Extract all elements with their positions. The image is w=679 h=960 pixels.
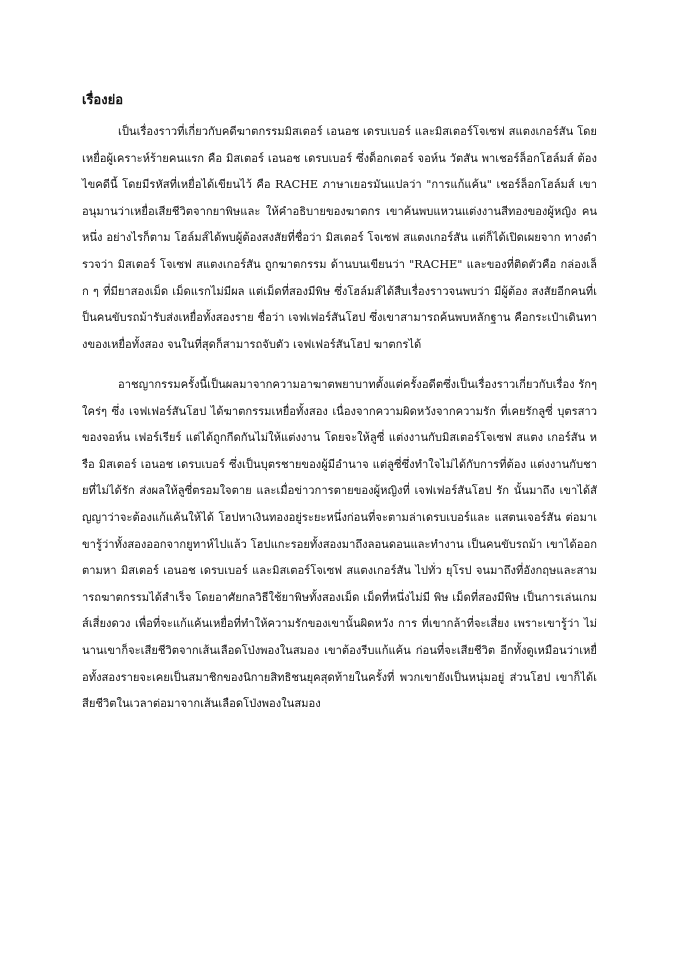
synopsis-paragraph-1: เป็นเรื่องราวที่เกี่ยวกับคดีฆาตกรรมมิสเตอร์ เอนอช เดรบเบอร์ และมิสเตอร์โจเซฟ สแตงเกอร์สัน โดยเหยื่อผู้เคราะห์ร้ายคนแรก คือ มิสเตอร์ เอนอช เดรบเบอร์ ซึ่งด็อกเตอร์ จอห์น วัตสัน พาเชอร์ล็อกโฮล์มส์ ต้องไขคดีนี้ โดยมีรหัสที่เหยื่อได้เขียนไว้ คือ RACHE ภาษาเยอรมันแปลว่า "การแก้แค้น" เชอร์ล็อกโฮล์มส์ เขาอนุมานว่าเหยื่อเสียชีวิตจากยาพิษและ ให้คำอธิบายของฆาตกร เขาค้นพบแหวนแต่งงานสีทองของผู้หญิง คนหนึ่ง อย่างไรก็ตาม โฮล์มส์ได้พบผู้ต้องสงสัยที่ชื่อว่า มิสเตอร์ โจเซฟ สแตงเกอร์สัน แต่ก็ได้เปิดเผยจาก ทางตำรวจว่า มิสเตอร์ โจเซฟ สแตงเกอร์สัน ถูกฆาตกรรม ด้านบนเขียนว่า "RACHE" และของที่ติดตัวคือ กล่องเล็ก ๆ ที่มียาสองเม็ด เม็ดแรกไม่มีผล แต่เม็ดที่สองมีพิษ ซึ่งโฮล์มส์ได้สืบเรื่องราวจนพบว่า มีผู้ต้อง สงสัยอีกคนที่เป็นคนขับรถม้ารับส่งเหยื่อทั้งสองราย ชื่อว่า เจฟเฟอร์สันโฮป ซึ่งเขาสามารถค้นพบหลักฐาน คือกระเป๋าเดินทางของเหยื่อทั้งสอง จนในที่สุดก็สามารถจับตัว เจฟเฟอร์สันโฮป ฆาตกรได้ [82, 125, 597, 351]
synopsis-paragraph-2: อาชญากรรมครั้งนี้เป็นผลมาจากความอาฆาตพยาบาทตั้งแต่ครั้งอดีตซึ่งเป็นเรื่องราวเกี่ยวกับเรื่อง รักๆ ใคร่ๆ ซึ่ง เจฟเฟอร์สันโฮป ได้ฆาตกรรมเหยื่อทั้งสอง เนื่องจากความผิดหวังจากความรัก ที่เคยรักลูซี่ บุตรสาวของจอห์น เฟอร์เรียร์ แต่ได้ถูกกีดกันไม่ให้แต่งงาน โดยจะให้ลูซี่ แต่งงานกับมิสเตอร์โจเซฟ สแตง เกอร์สัน หรือ มิสเตอร์ เอนอช เดรบเบอร์ ซึ่งเป็นบุตรชายของผู้มีอำนาจ แต่ลูซี่ซึ่งทำใจไม่ได้กับการที่ต้อง แต่งงานกับชายที่ไม่ได้รัก ส่งผลให้ลูซี่ตรอมใจตาย และเมื่อข่าวการตายของผู้หญิงที่ เจฟเฟอร์สันโฮป รัก นั้นมาถึง เขาได้สัญญาว่าจะต้องแก้แค้นให้ได้ โฮปหาเงินทองอยู่ระยะหนึ่งก่อนที่จะตามล่าเดรบเบอร์และ แสตนเจอร์สัน ต่อมาเขารู้ว่าทั้งสองออกจากยูทาห์ไปแล้ว โฮปแกะรอยทั้งสองมาถึงลอนดอนและทำงาน เป็นคนขับรถม้า เขาได้ออกตามหา มิสเตอร์ เอนอช เดรบเบอร์ และมิสเตอร์โจเซฟ สแตงเกอร์สัน ไปทั่ว ยุโรป จนมาถึงที่อังกฤษและสามารถฆาตกรรมได้สำเร็จ โดยอาศัยกลวิธีใช้ยาพิษทั้งสองเม็ด เม็ดที่หนึ่งไม่มี พิษ เม็ดที่สองมีพิษ เป็นการเล่นเกมส์เสี่ยงดวง เพื่อที่จะแก้แค้นเหยื่อที่ทำให้ความรักของเขานั้นผิดหวัง การ ที่เขากล้าที่จะเสี่ยง เพราะเขารู้ว่า ไม่นานเขาก็จะเสียชีวิตจากเส้นเลือดโป่งพองในสมอง เขาต้องรีบแก้แค้น ก่อนที่จะเสียชีวิต อีกทั้งดูเหมือนว่าเหยื่อทั้งสองรายจะเคยเป็นสมาชิกของนิกายสิทธิชนยุคสุดท้ายในครั้งที่ พวกเขายังเป็นหนุ่มอยู่ ส่วนโฮป เขาก็ได้เสียชีวิตในเวลาต่อมาจากเส้นเลือดโป่งพองในสมอง [82, 378, 597, 711]
section-heading: เรื่องย่อ [82, 93, 124, 108]
